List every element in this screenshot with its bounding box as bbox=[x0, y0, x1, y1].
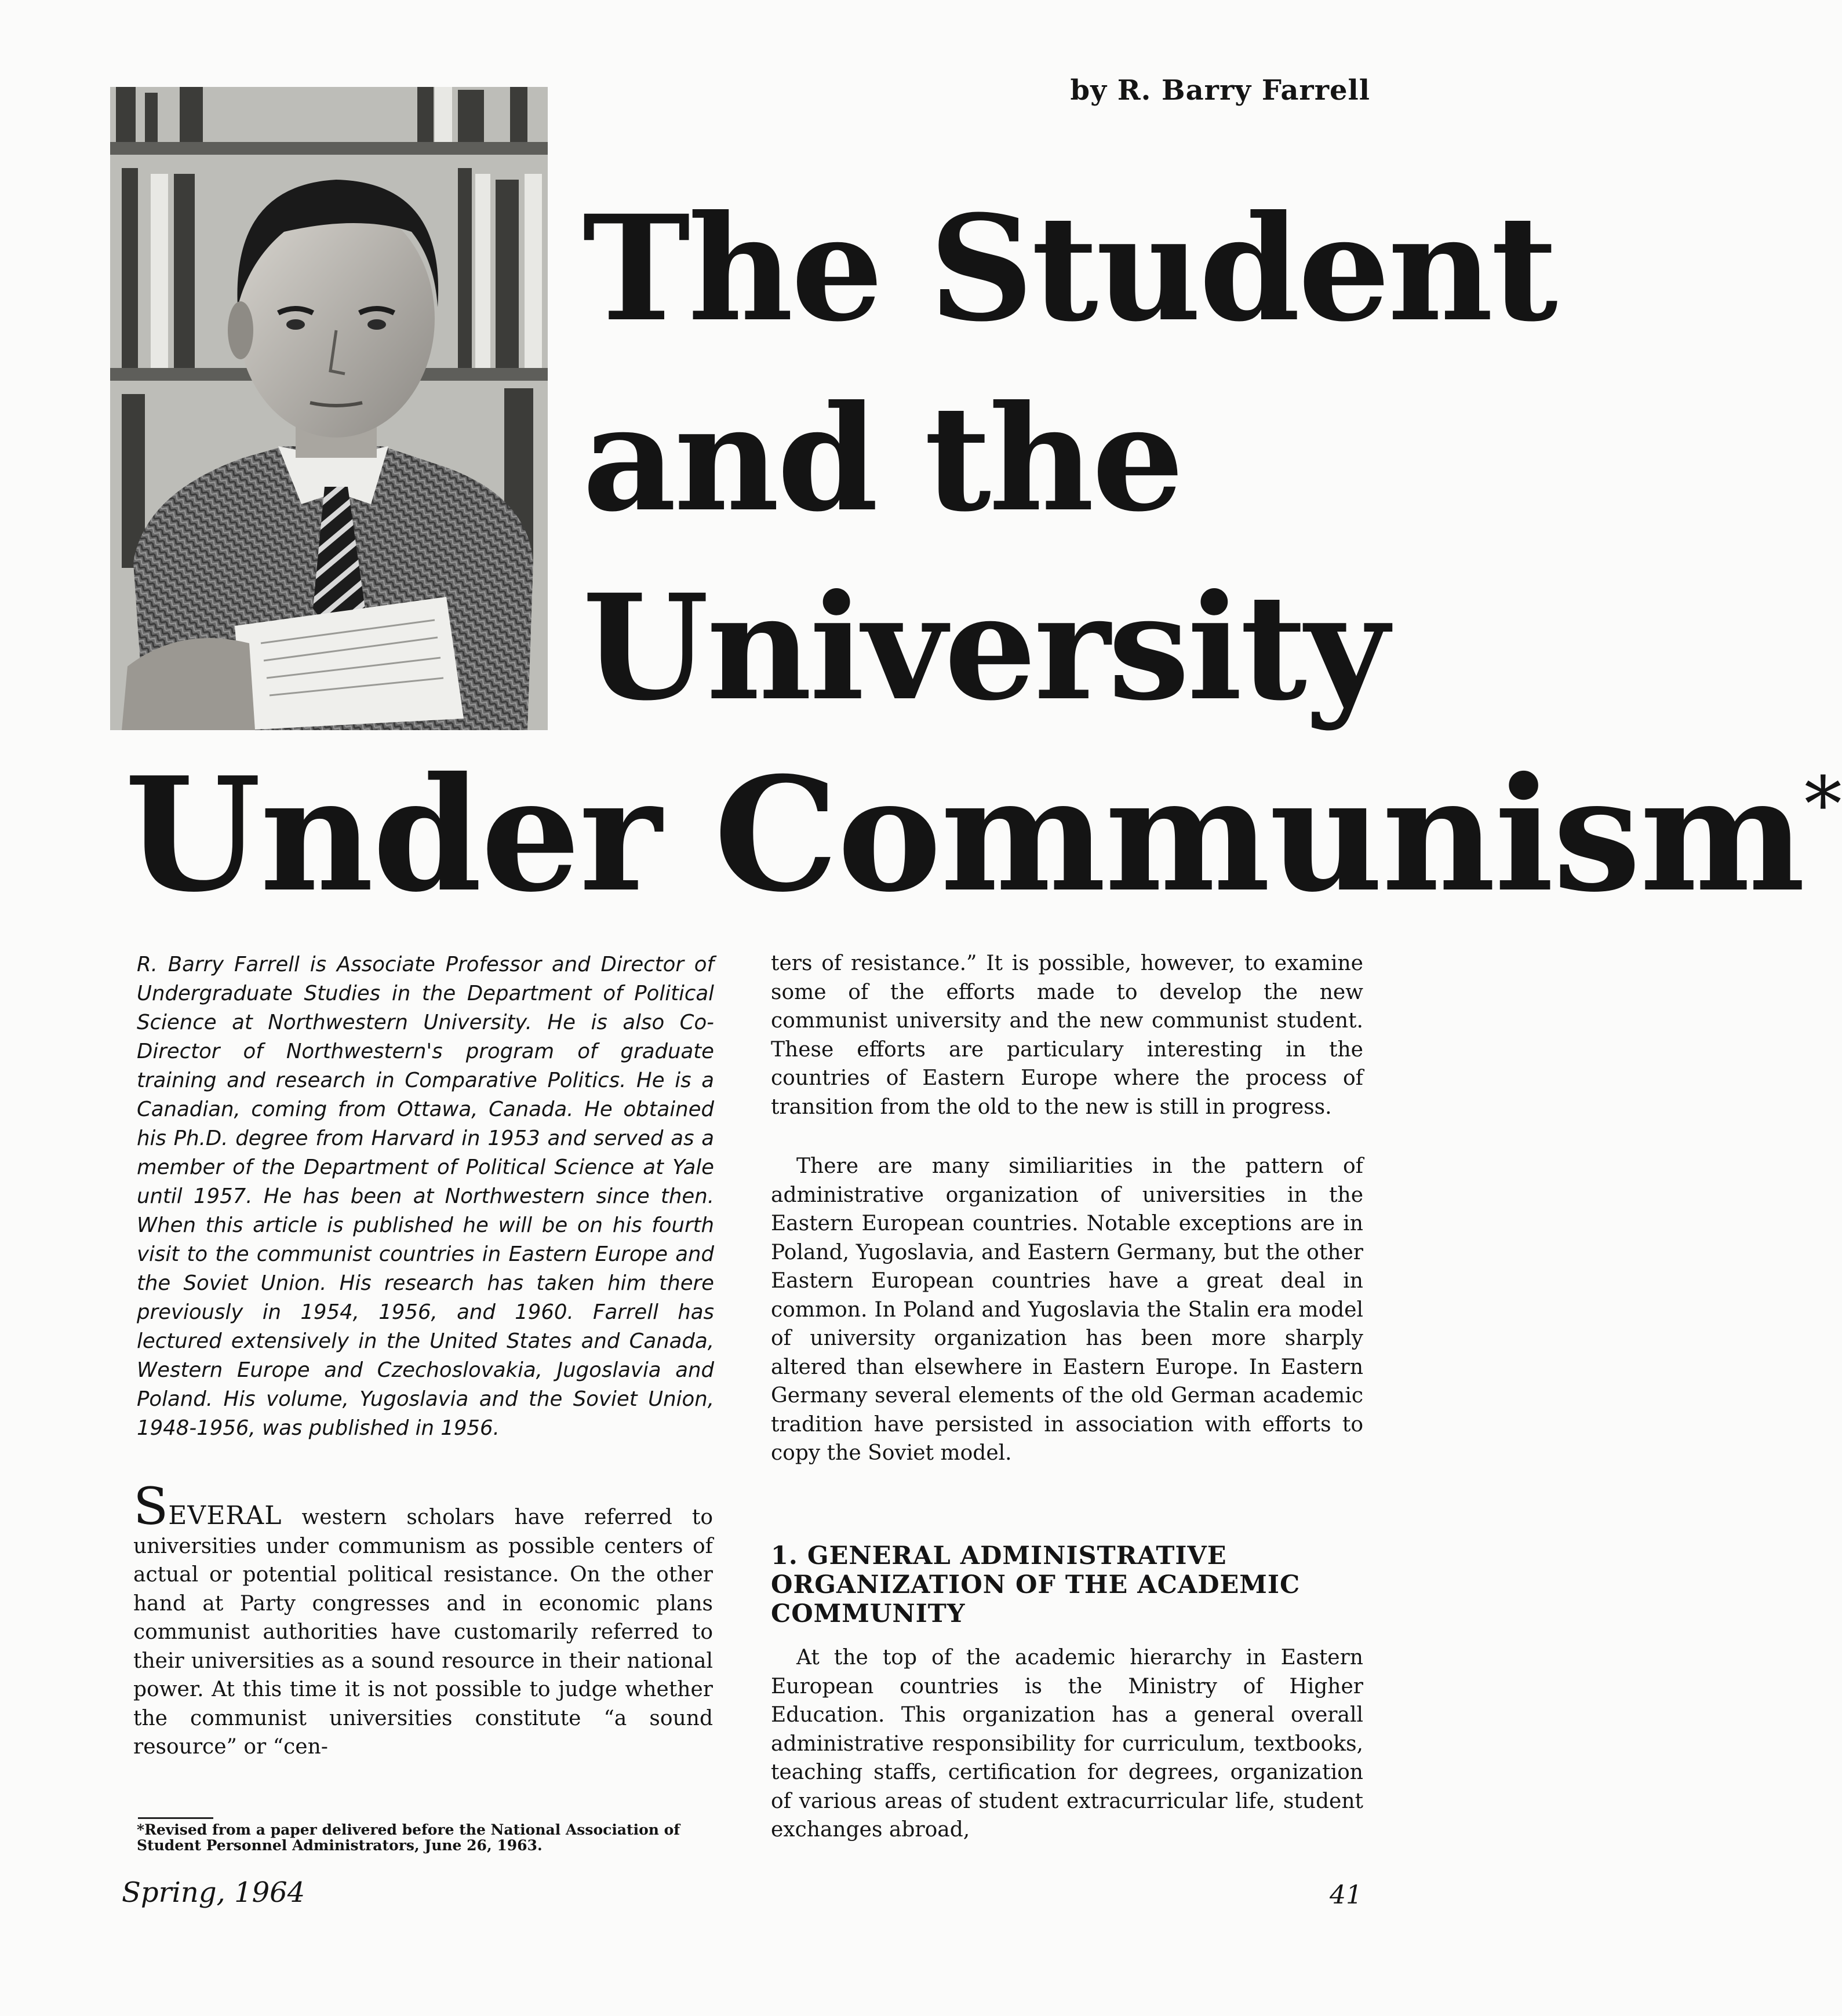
footnote-asterisk: * bbox=[1804, 760, 1842, 848]
article-title-line-4 bbox=[125, 742, 1842, 927]
byline: by R. Barry Farrell bbox=[1070, 74, 1370, 107]
body-paragraph-1: ters of resistance.” It is possible, however, to examine some of the efforts made to develop the new communist university and the new communist student. These efforts are particulary interesting in the countries of Eastern Europe where the process of transition from the old to the new is still in progress. bbox=[771, 952, 1363, 1119]
drop-cap: S bbox=[133, 1477, 169, 1536]
intro-paragraph bbox=[133, 1477, 713, 1762]
footnote-divider bbox=[138, 1817, 213, 1819]
page-number: 41 bbox=[1330, 1880, 1362, 1910]
author-bio: R. Barry Farrell is Associate Professor and Director of Undergraduate Studies in the Department of Political Science at Northwestern University. He is also Co-Director of Northwestern's program of graduate training and research in Comparative Politics. He is a Canadian, coming from Ottawa, Canada. He obtained his Ph.D. degree from Harvard in 1953 and served as a member of the Department of Political Science at Yale until 1957. He has been at Northwestern since then. When this article is published he will be on his fourth visit to the communist countries in Eastern Europe and the Soviet Union. His research has taken him there previously in 1954, 1956, and 1960. Farrell has lectured extensively in the United States and Canada, Western Europe and Czechoslovakia, Jugoslavia and Poland. His volume, Yugoslavia and the Soviet Union, 1948-1956, was published in 1956. bbox=[137, 953, 714, 1440]
intro-text: western scholars have referred to universities under communism as possible centers of actual or potential political resistance. On the other hand at Party congresses and in economic plans communist authorities have customarily referred to their universities as a sound resource in their national power. At this time it is not possible to judge whether the communist universities constitute “a sound resource” or “cen- bbox=[133, 1505, 713, 1759]
body-paragraph-2: There are many similiarities in the pattern of administrative organization of universities in the Eastern European countries. Notable exceptions are in Poland, Yugoslavia, and Eastern Germany, but the other Eastern European countries have a great deal in common. In Poland and Yugoslavia the Stalin era model of university organization has been more sharply altered than elsewhere in Eastern Europe. In Eastern Germany several elements of the old German academic tradition have persisted in association with efforts to copy the Soviet model. bbox=[771, 1154, 1363, 1465]
article-title-line-4-text: Under Communism bbox=[125, 742, 1804, 927]
section-heading: 1. GENERAL ADMINISTRATIVE ORGANIZATION OF THE ACADEMIC COMMUNITY bbox=[771, 1541, 1301, 1628]
article-title-line-1: The Student bbox=[583, 183, 1556, 353]
intro-lead-word: EVERAL bbox=[168, 1501, 282, 1530]
article-title-line-3: University bbox=[583, 562, 1387, 732]
footnote: *Revised from a paper delivered before the National Association of Student Personnel Administrators, June 26, 1963. bbox=[137, 1821, 680, 1854]
issue-date: Spring, 1964 bbox=[122, 1876, 305, 1909]
article-title-line-2: and the bbox=[583, 373, 1182, 544]
body-paragraph-3: At the top of the academic hierarchy in Eastern European countries is the Ministry of Higher Education. This organization has a general overall administrative responsibility for curriculum, textbooks, teaching staffs, certification for degrees, organization of various areas of student extracurricular life, student exchanges abroad, bbox=[771, 1646, 1363, 1842]
author-photo bbox=[110, 87, 548, 730]
